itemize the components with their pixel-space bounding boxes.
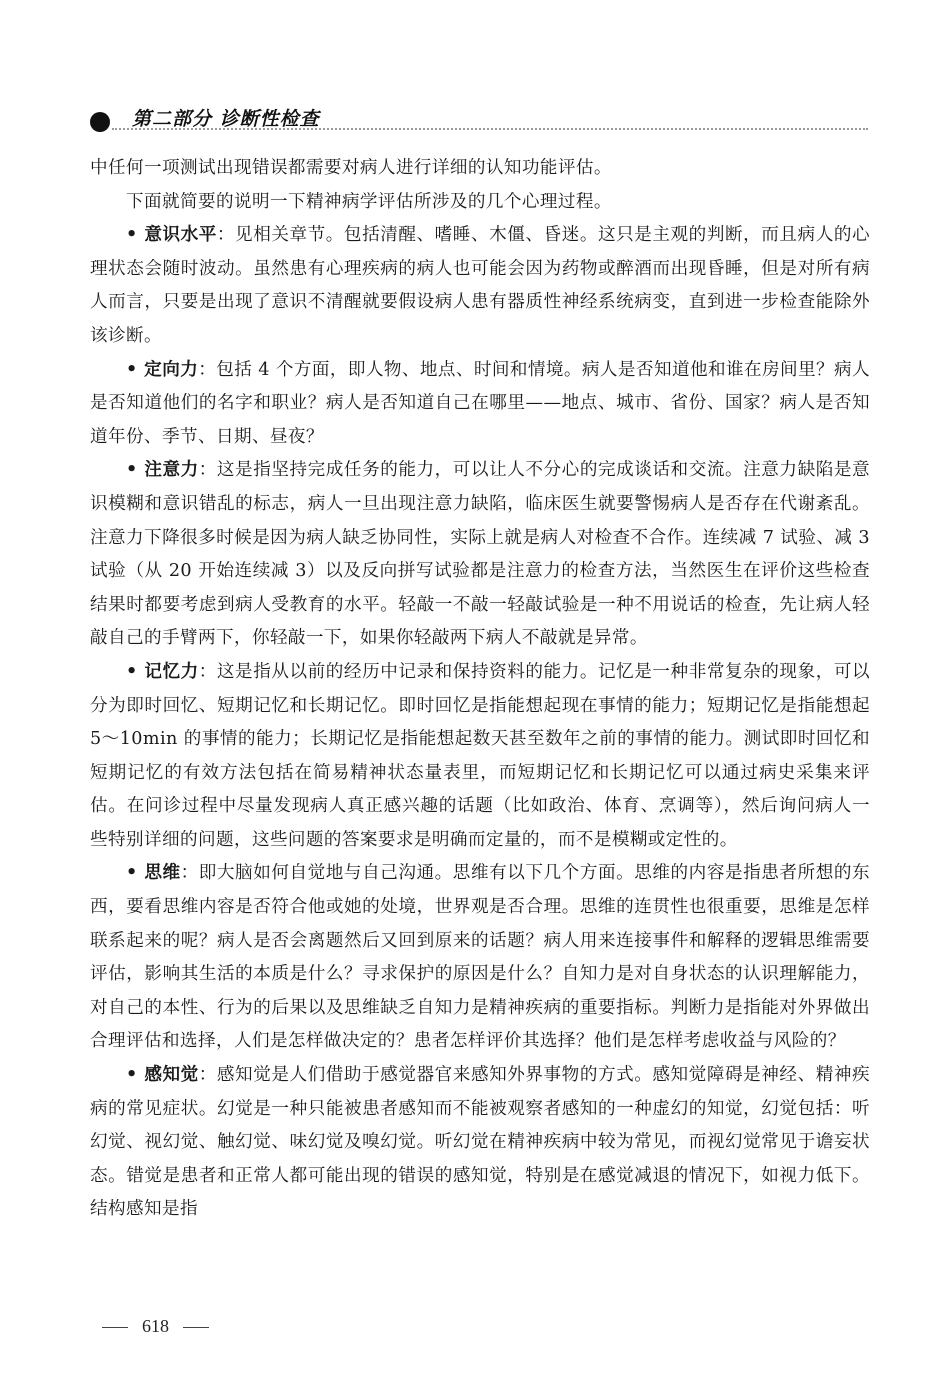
page-footer bbox=[88, 1316, 223, 1337]
header-rule bbox=[112, 128, 868, 130]
body-text bbox=[90, 152, 870, 1227]
footer-dash-right bbox=[183, 1327, 209, 1328]
footer-dash-left bbox=[102, 1327, 128, 1328]
paragraph-text: ：包括 4 个方面，即人物、地点、时间和情境。病人是否知道他和谁在房间里？病人是否知道他们的名字和职业？病人是否知道自己在哪里——地点、城市、省份、国家？病人是否知道年份、季节、日期、昼夜？ bbox=[90, 359, 870, 447]
term-label: • 定向力 bbox=[126, 359, 199, 380]
paragraph-text: ：这是指坚持完成任务的能力，可以让人不分心的完成谈话和交流。注意力缺陷是意识模糊和意识错乱的标志，病人一旦出现注意力缺陷，临床医生就要警惕病人是否存在代谢紊乱。注意力下降很多时候是因为病人缺乏协同性，实际上就是病人对检查不合作。连续减 7 试验、减 3 试验（从 20 开始连续减 3）以及反向拼写试验都是注意力的检查方法，当然医生在评价这些检查结果时都要考虑到病人受教育的水平。轻敲一不敲一轻敲试验是一种不用说话的检查，先让病人轻敲自己的手臂两下，你轻敲一下，如果你轻敲两下病人不敲就是异常。 bbox=[90, 460, 870, 649]
paragraph-orientation bbox=[90, 354, 870, 455]
term-label: • 注意力 bbox=[126, 460, 199, 481]
section-title: 第二部分 诊断性检查 bbox=[132, 108, 320, 130]
header-bullet-icon bbox=[90, 112, 110, 132]
paragraph-memory bbox=[90, 656, 870, 858]
term-label: • 思维 bbox=[126, 863, 181, 884]
paragraph-attention bbox=[90, 454, 870, 656]
paragraph-text: ：即大脑如何自觉地与自己沟通。思维有以下几个方面。思维的内容是指患者所想的东西，要看思维内容是否符合他或她的处境，世界观是否合理。思维的连贯性也很重要，思维是怎样联系起来的呢？病人是否会离题然后又回到原来的话题？病人用来连接事件和解释的逻辑思维需要评估，影响其生活的本质是什么？寻求保护的原因是什么？自知力是对自身状态的认识理解能力，对自己的本性、行为的后果以及思维缺乏自知力是精神疾病的重要指标。判断力是指能对外界做出合理评估和选择，人们是怎样做决定的？患者怎样评价其选择？他们是怎样考虑收益与风险的？ bbox=[90, 863, 870, 1052]
paragraph-text: ：这是指从以前的经历中记录和保持资料的能力。记忆是一种非常复杂的现象，可以分为即时回忆、短期记忆和长期记忆。即时回忆是指能想起现在事情的能力；短期记忆是指能想起 5～10min 的事情的能力；长期记忆是指能想起数天甚至数年之前的事情的能力。测试即时回忆和短期记忆的有效方法包括在简易精神状态量表里，而短期记忆和长期记忆可以通过病史采集来评估。在问诊过程中尽量发现病人真正感兴趣的话题（比如政治、体育、烹调等），然后询问病人一些特别详细的问题，这些问题的答案要求是明确而定量的，而不是模糊或定性的。 bbox=[90, 661, 870, 850]
paragraph-consciousness bbox=[90, 219, 870, 353]
paragraph-text: 下面就简要的说明一下精神病学评估所涉及的几个心理过程。 bbox=[126, 191, 612, 212]
paragraph-text: 中任何一项测试出现错误都需要对病人进行详细的认知功能评估。 bbox=[90, 158, 612, 178]
paragraph bbox=[90, 152, 870, 186]
paragraph-perception bbox=[90, 1059, 870, 1227]
page-number: 618 bbox=[142, 1316, 169, 1336]
term-label: • 感知觉 bbox=[126, 1065, 199, 1086]
paragraph bbox=[90, 186, 870, 220]
paragraph-text: ：感知觉是人们借助于感觉器官来感知外界事物的方式。感知觉障碍是神经、精神疾病的常见症状。幻觉是一种只能被患者感知而不能被观察者感知的一种虚幻的知觉，幻觉包括：听幻觉、视幻觉、触幻觉、味幻觉及嗅幻觉。听幻觉在精神疾病中较为常见，而视幻觉常见于谵妄状态。错觉是患者和正常人都可能出现的错误的感知觉，特别是在感觉减退的情况下，如视力低下。结构感知是指 bbox=[90, 1065, 870, 1220]
paragraph-thinking bbox=[90, 857, 870, 1059]
running-header bbox=[88, 100, 868, 134]
term-label: • 记忆力 bbox=[126, 661, 199, 682]
term-label: • 意识水平 bbox=[126, 225, 217, 246]
paragraph-text: ：见相关章节。包括清醒、嗜睡、木僵、昏迷。这只是主观的判断，而且病人的心理状态会随时波动。虽然患有心理疾病的病人也可能会因为药物或醉酒而出现昏睡，但是对所有病人而言，只要是出现了意识不清醒就要假设病人患有器质性神经系统病变，直到进一步检查能除外该诊断。 bbox=[90, 225, 870, 346]
